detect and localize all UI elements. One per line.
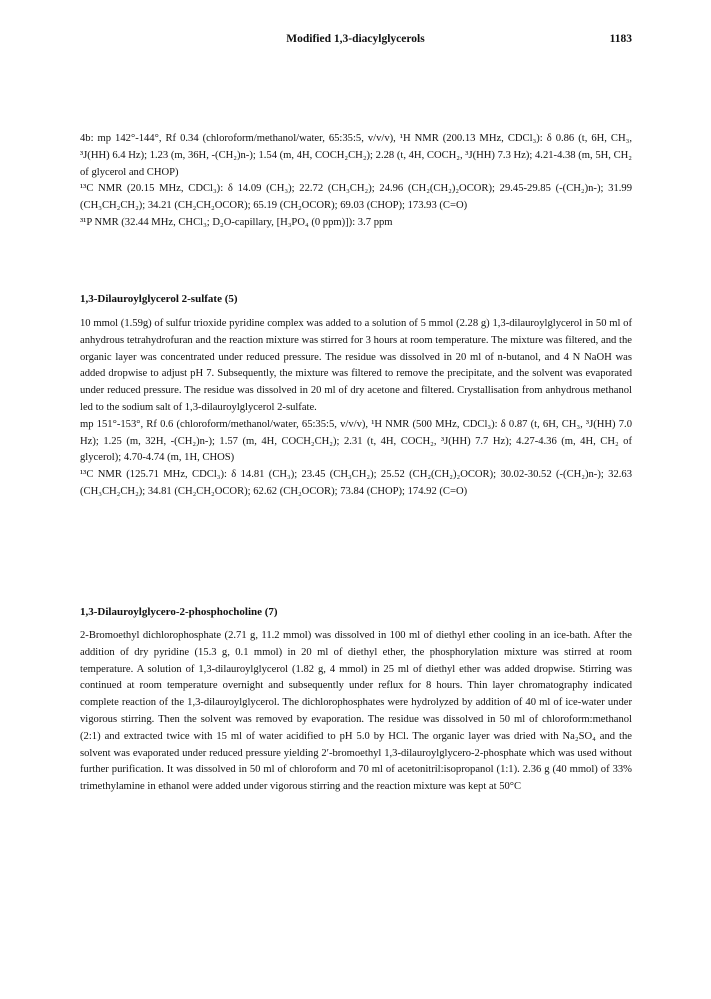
compound-4b-data (80, 131, 632, 232)
section-phosphocholine-text (80, 628, 632, 796)
sulfate-procedure: 10 mmol (1.59g) of sulfur trioxide pyridine complex was added to a solution of 5 mmol (2.28 g) 1,3-dilauroylglycerol in 50 ml of anhydrous tetrahydrofuran and the reaction mixture was stirred for 3 hours at room temperature. The mixture was filtered, and the organic layer was concentrated under reduced pressure. The residue was dissolved in 20 ml of n-butanol, and 4 N NaOH was added dropwise to adjust pH 7. Subsequently, the mixture was filtered to remove the precipitate, and the solvent was evaporated under reduced pressure. The residue was dissolved in 20 ml of dry acetone and filtered. Crystallisation from anhydrous methanol led to the sodium salt of 1,3-dilauroylglycerol 2-sulfate. (80, 318, 632, 413)
p31-nmr-4b: ³¹P NMR (32.44 MHz, CHCl₃; D₂O-capillary, [H₃PO₄ (0 ppm)]): 3.7 ppm (80, 216, 393, 228)
h1-nmr-sulfate: mp 151°-153°, Rf 0.6 (chloroform/methanol/water, 65:35:5, v/v/v), ¹H NMR (500 MHz, CDCl₃): δ 0.87 (t, 6H, CH₃, ³J(HH) 7.0 Hz); 1.25 (m, 32H, -(CH₂)n-); 1.57 (m, 4H, COCH₂CH₂); 2.31 (t, 4H, COCH₂, ³J(HH) 7.7 Hz); 4.27-4.36 (m, 4H, CH₂ of glycerol); 4.70-4.74 (m, 1H, CHOS) (80, 418, 632, 464)
running-title: Modified 1,3-diacylglycerols (286, 33, 425, 45)
h1-nmr-4b: 4b: mp 142°-144°, Rf 0.34 (chloroform/methanol/water, 65:35:5, v/v/v), ¹H NMR (200.13 MHz, CDCl₃): δ 0.86 (t, 6H, CH₃, ³J(HH) 6.4 Hz); 1.23 (m, 36H, -(CH₂)n-); 1.54 (m, 4H, COCH₂CH₂); 2.28 (t, 4H, COCH₂, ³J(HH) 7.3 Hz); 4.21-4.38 (m, 5H, CH₂ of glycerol and CHOP) (80, 133, 632, 178)
c13-nmr-sulfate: ¹³C NMR (125.71 MHz, CDCl₃): δ 14.81 (CH₃); 23.45 (CH₃CH₂); 25.52 (CH₂(CH₂)₂OCOR); 30.02-30.52 (-(CH₂)n-); 32.63 (CH₃CH₂CH₂); 34.81 (CH₂CH₂OCOR); 62.62 (CH₂OCOR); 73.84 (CHOP); 174.92 (C=O) (80, 469, 632, 497)
section-sulfate-text (80, 316, 632, 501)
c13-nmr-4b: ¹³C NMR (20.15 MHz, CDCl₃): δ 14.09 (CH₃); 22.72 (CH₃CH₂); 24.96 (CH₂(CH₂)₂OCOR); 29.45-29.85 (-(CH₂)n-); 31.99 (CH₃CH₂CH₂); 34.21 (CH₂CH₂OCOR); 65.19 (CH₂OCOR); 69.03 (CHOP); 173.93 (C=O) (80, 183, 632, 212)
page-number: 1183 (609, 33, 632, 45)
section-heading-phosphocholine: 1,3-Dilauroylglycero-2-phosphocholine (7) (80, 606, 278, 618)
phosphocholine-procedure: 2-Bromoethyl dichlorophosphate (2.71 g, 11.2 mmol) was dissolved in 100 ml of diethyl ether cooling in an ice-bath. After the addition of dry pyridine (15.3 g, 0.1 mmol) in 20 ml of diethyl ether, the phosphorylation mixture was stirred at room temperature. A solution of 1,3-dilauroylglycerol (1.82 g, 4 mmol) in 25 ml of diethyl ether was added dropwise. Stirring was continued at room temperature overnight and subsequently under reflux for 8 hours. Thin layer chromatography indicated complete reaction of the 1,3-dilauroylglycerol. The dichlorophosphates were hydrolyzed by addition of 40 ml of ice-water under vigorous stirring. Then the solvent was removed by evaporation. The residue was dissolved in 50 ml of chloroform:methanol (2:1) and extracted twice with 15 ml of water acidified to pH 5.0 by HCl. The organic layer was dried with Na₂SO₄ and the solvent was evaporated under reduced pressure yielding 2′-bromoethyl 1,3-dilauroylglycero-2-phosphate which was used without further purification. It was dissolved in 50 ml of chloroform and 70 ml of acetonitril:isopropanol (1:1). 2.36 g (40 mmol) of 33% trimethylamine in ethanol were added under vigorous stirring and the reaction mixture was kept at 50°C (80, 630, 632, 793)
section-heading-sulfate: 1,3-Dilauroylglycerol 2-sulfate (5) (80, 293, 238, 305)
